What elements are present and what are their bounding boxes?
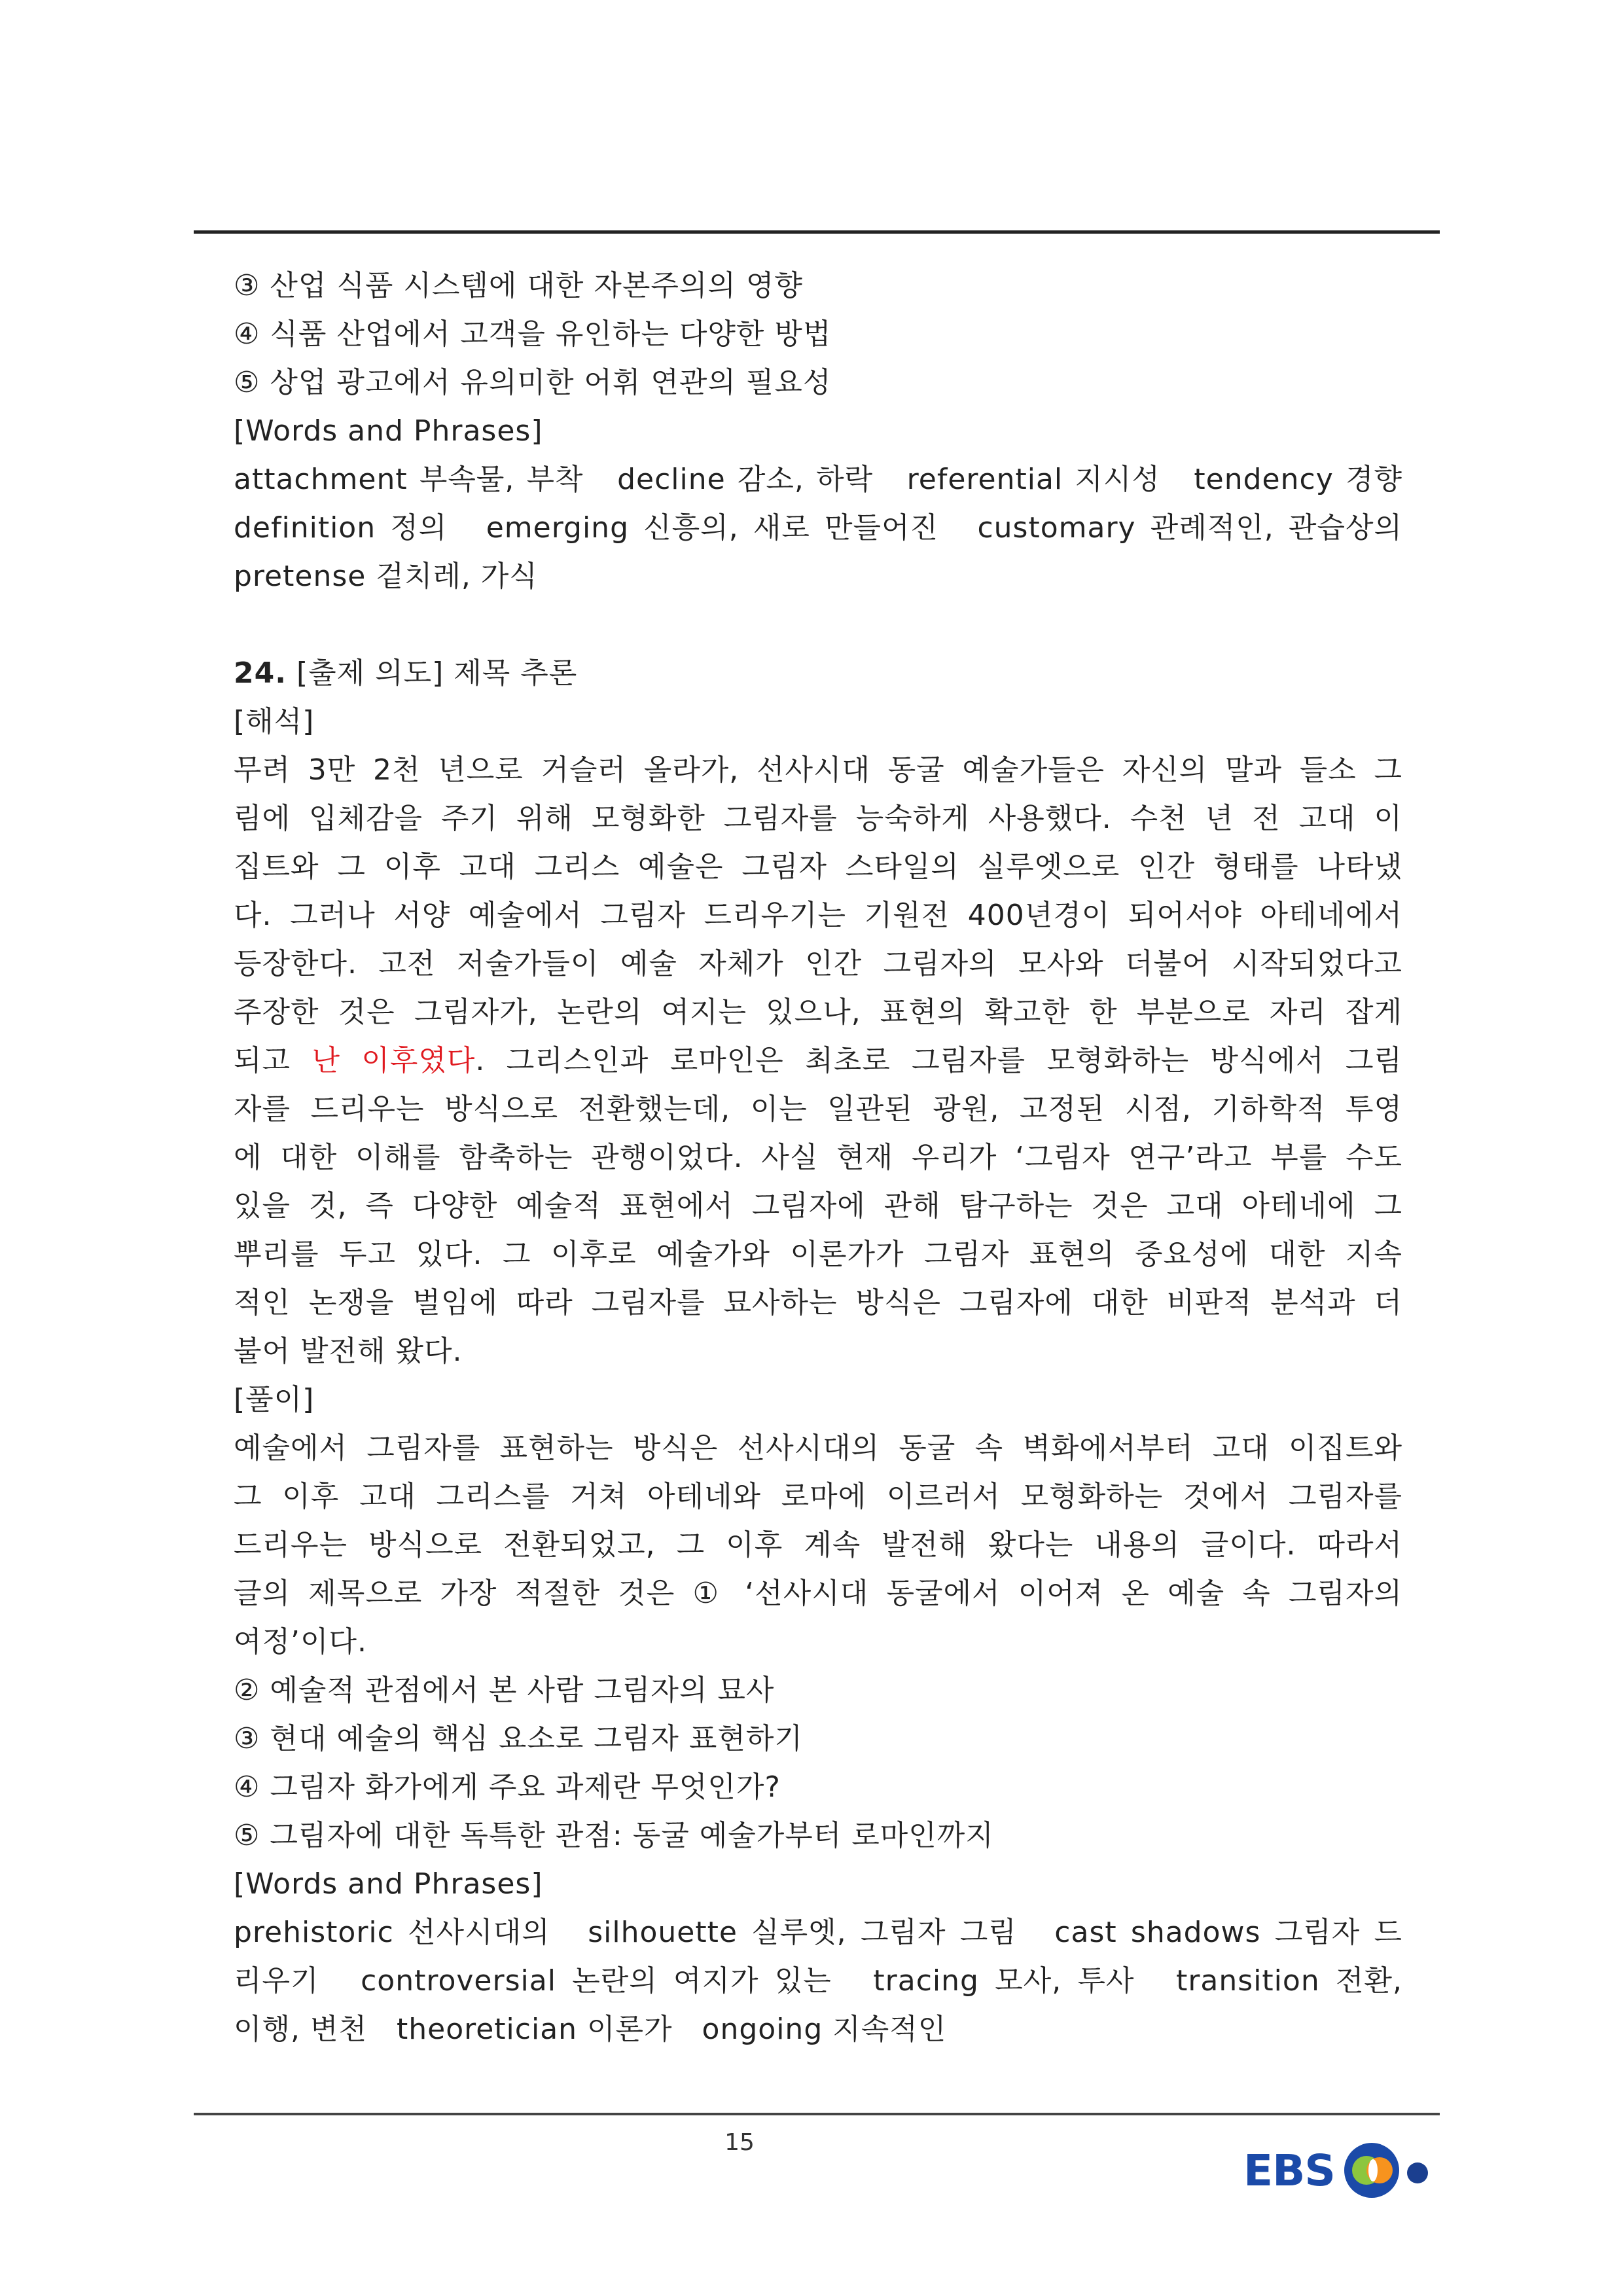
question-title: [출제 의도] 제목 추론 bbox=[286, 656, 578, 690]
ebs-logo-icon bbox=[1340, 2138, 1452, 2203]
solution-line: 예술에서 그림자를 표현하는 방식은 선사시대의 동굴 속 벽화에서부터 고대 이집트와 bbox=[234, 1431, 1402, 1465]
option-4: ④ 식품 산업에서 고객을 유인하는 다양한 방법 bbox=[234, 317, 832, 351]
logo-text: EBS bbox=[1243, 2145, 1335, 2196]
solution-line: 드리우는 방식으로 전환되었고, 그 이후 계속 발전해 왔다는 내용의 글이다. 따라서 bbox=[234, 1528, 1402, 1562]
solution-heading: [풀이] bbox=[234, 1383, 315, 1416]
interpretation-line: 다. 그러나 서양 예술에서 그림자 드리우기는 기원전 400년경이 되어서야 아테네에서 bbox=[234, 899, 1402, 932]
option-5: ⑤ 그림자에 대한 독특한 관점: 동굴 예술가부터 로마인까지 bbox=[234, 1819, 994, 1852]
option-3: ③ 산업 식품 시스템에 대한 자본주의의 영향 bbox=[234, 269, 803, 302]
header-rule bbox=[194, 230, 1440, 234]
words-line: definition 정의 emerging 신흥의, 새로 만들어진 customary 관례적인, 관습상의 bbox=[234, 511, 1402, 545]
words-heading: [Words and Phrases] bbox=[234, 1867, 543, 1901]
interpretation-line: 뿌리를 두고 있다. 그 이후로 예술가와 이론가가 그림자 표현의 중요성에 대한 지속 bbox=[234, 1238, 1402, 1271]
page-number: 15 bbox=[724, 2129, 755, 2156]
text-run: 되고 bbox=[234, 1044, 312, 1077]
option-5: ⑤ 상업 광고에서 유의미한 어휘 연관의 필요성 bbox=[234, 366, 832, 399]
interpretation-line: 무려 3만 2천 년으로 거슬러 올라가, 선사시대 동굴 예술가들은 자신의 말과 들소 그 bbox=[234, 753, 1402, 787]
solution-line: 그 이후 고대 그리스를 거쳐 아테네와 로마에 이르러서 모형화하는 것에서 그림자를 bbox=[234, 1480, 1402, 1513]
ebs-logo bbox=[1243, 2138, 1452, 2203]
words-line: attachment 부속물, 부착 decline 감소, 하락 referential 지시성 tendency 경향 bbox=[234, 463, 1402, 496]
interpretation-line: 자를 드리우는 방식으로 전환했는데, 이는 일관된 광원, 고정된 시점, 기하학적 투영 bbox=[234, 1092, 1402, 1126]
option-3: ③ 현대 예술의 핵심 요소로 그림자 표현하기 bbox=[234, 1722, 803, 1755]
footer-rule bbox=[194, 2113, 1440, 2115]
words-line: 이행, 변천 theoretician 이론가 ongoing 지속적인 bbox=[234, 2013, 947, 2046]
question-number: 24. bbox=[234, 656, 287, 690]
interpretation-line bbox=[234, 1037, 1402, 1085]
interpretation-line: 불어 발전해 왔다. bbox=[234, 1335, 463, 1368]
interpretation-line: 집트와 그 이후 고대 그리스 예술은 그림자 스타일의 실루엣으로 인간 형태를 나타냈 bbox=[234, 850, 1402, 884]
interpretation-line: 있을 것, 즉 다양한 예술적 표현에서 그림자에 관해 탐구하는 것은 고대 아테네에 그 bbox=[234, 1189, 1402, 1223]
interpretation-line: 적인 논쟁을 벌임에 따라 그림자를 묘사하는 방식은 그림자에 대한 비판적 분석과 더 bbox=[234, 1286, 1402, 1319]
interpretation-line: 림에 입체감을 주기 위해 모형화한 그림자를 능숙하게 사용했다. 수천 년 전 고대 이 bbox=[234, 802, 1402, 835]
option-4: ④ 그림자 화가에게 주요 과제란 무엇인가? bbox=[234, 1770, 781, 1804]
solution-line: 글의 제목으로 가장 적절한 것은 ① ‘선사시대 동굴에서 이어져 온 예술 속 그림자의 bbox=[234, 1577, 1402, 1610]
question-24-heading bbox=[234, 649, 1402, 698]
words-line: 리우기 controversial 논란의 여지가 있는 tracing 모사, 투사 transition 전환, bbox=[234, 1964, 1402, 1998]
text-run: . 그리스인과 로마인은 최초로 그림자를 모형화하는 방식에서 그림 bbox=[475, 1044, 1402, 1077]
interpretation-line: 주장한 것은 그림자가, 논란의 여지는 있으나, 표현의 확고한 한 부분으로 자리 잡게 bbox=[234, 996, 1402, 1029]
interpretation-heading: [해석] bbox=[234, 705, 315, 738]
option-2: ② 예술적 관점에서 본 사람 그림자의 묘사 bbox=[234, 1674, 775, 1707]
words-line: prehistoric 선사시대의 silhouette 실루엣, 그림자 그림 cast shadows 그림자 드 bbox=[234, 1916, 1402, 1949]
words-line: pretense 겉치레, 가식 bbox=[234, 560, 538, 593]
words-heading: [Words and Phrases] bbox=[234, 414, 543, 448]
page-body bbox=[234, 262, 1402, 2054]
solution-line: 여정’이다. bbox=[234, 1625, 367, 1659]
highlighted-phrase: 난 이후였다 bbox=[312, 1044, 476, 1077]
interpretation-line: 등장한다. 고전 저술가들이 예술 자체가 인간 그림자의 모사와 더불어 시작되었다고 bbox=[234, 947, 1402, 980]
interpretation-line: 에 대한 이해를 함축하는 관행이었다. 사실 현재 우리가 ‘그림자 연구’라고 부를 수도 bbox=[234, 1141, 1403, 1174]
